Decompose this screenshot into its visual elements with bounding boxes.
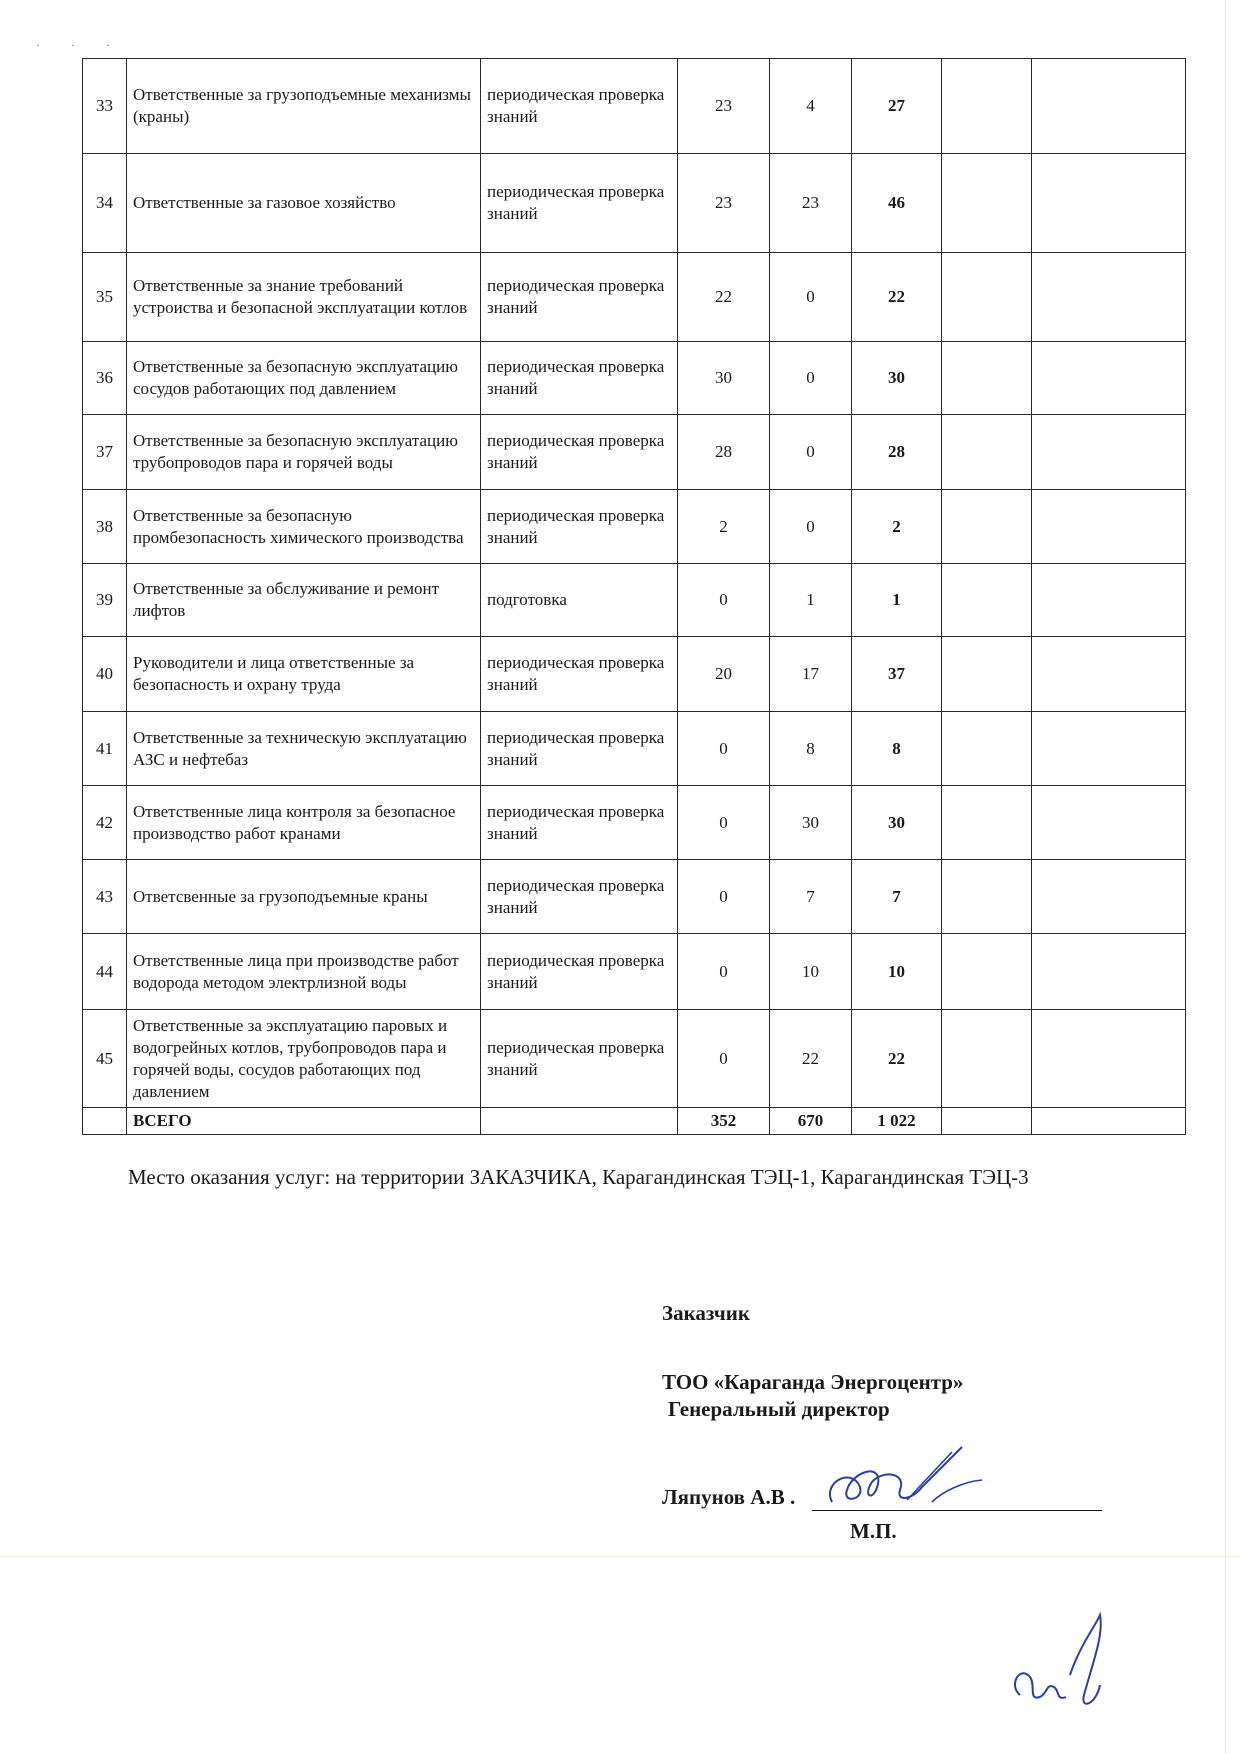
totals-empty-cell [83, 1108, 127, 1135]
totals-row [83, 1108, 1186, 1135]
row-empty-cell [1032, 1010, 1186, 1108]
row-total: 30 [852, 342, 942, 415]
row-name: Ответственные за безопасную эксплуатацию сосудов работающих под давлением [127, 342, 481, 415]
row-type: периодическая проверка знаний [481, 786, 678, 860]
table-row [83, 253, 1186, 342]
row-value-1: 0 [678, 712, 770, 786]
row-empty-cell [1032, 59, 1186, 154]
row-value-2: 22 [770, 1010, 852, 1108]
row-type: периодическая проверка знаний [481, 490, 678, 564]
signer-line [662, 1484, 1102, 1543]
row-number: 38 [83, 490, 127, 564]
row-type: периодическая проверка знаний [481, 1010, 678, 1108]
row-value-1: 28 [678, 415, 770, 490]
row-empty-cell [942, 712, 1032, 786]
row-name: Ответственные лица при производстве работ водорода методом электрлизной воды [127, 934, 481, 1010]
table-body [83, 59, 1186, 1135]
table-row [83, 860, 1186, 934]
row-value-1: 2 [678, 490, 770, 564]
totals-value-1: 352 [678, 1108, 770, 1135]
row-name: Ответсвенные за грузоподъемные краны [127, 860, 481, 934]
row-total: 1 [852, 564, 942, 637]
row-total: 2 [852, 490, 942, 564]
row-type: периодическая проверка знаний [481, 860, 678, 934]
row-empty-cell [1032, 253, 1186, 342]
row-number: 34 [83, 154, 127, 253]
table-row [83, 637, 1186, 712]
row-name: Ответственные лица контроля за безопасное производство работ кранами [127, 786, 481, 860]
row-value-1: 0 [678, 934, 770, 1010]
row-number: 41 [83, 712, 127, 786]
table-row [83, 786, 1186, 860]
row-empty-cell [1032, 786, 1186, 860]
row-value-1: 22 [678, 253, 770, 342]
row-name: Ответственные за газовое хозяйство [127, 154, 481, 253]
row-empty-cell [942, 564, 1032, 637]
row-value-1: 0 [678, 786, 770, 860]
row-name: Ответственные за техническую эксплуатацию АЗС и нефтебаз [127, 712, 481, 786]
row-name: Руководители и лица ответственные за безопасность и охрану труда [127, 637, 481, 712]
row-number: 40 [83, 637, 127, 712]
table-row [83, 415, 1186, 490]
row-value-1: 20 [678, 637, 770, 712]
table-row [83, 564, 1186, 637]
handwritten-signature [812, 1442, 992, 1522]
row-empty-cell [942, 860, 1032, 934]
row-empty-cell [1032, 934, 1186, 1010]
row-name: Ответственные за эксплуатацию паровых и водогрейных котлов, трубопроводов пара и горячей воды, сосудов работающих под давлением [127, 1010, 481, 1108]
row-value-1: 30 [678, 342, 770, 415]
row-number: 45 [83, 1010, 127, 1108]
row-number: 35 [83, 253, 127, 342]
row-empty-cell [1032, 637, 1186, 712]
row-empty-cell [1032, 860, 1186, 934]
table-row [83, 342, 1186, 415]
row-value-2: 1 [770, 564, 852, 637]
table-row [83, 934, 1186, 1010]
row-value-1: 23 [678, 154, 770, 253]
row-empty-cell [942, 59, 1032, 154]
signer-position: Генеральный директор [668, 1397, 890, 1421]
row-empty-cell [942, 415, 1032, 490]
page-bottom-edge [0, 1556, 1240, 1557]
row-empty-cell [1032, 490, 1186, 564]
row-value-1: 0 [678, 1010, 770, 1108]
signer-name: Ляпунов А.В . [662, 1485, 796, 1509]
row-value-1: 0 [678, 564, 770, 637]
row-type: периодическая проверка знаний [481, 59, 678, 154]
row-value-2: 0 [770, 490, 852, 564]
row-total: 10 [852, 934, 942, 1010]
row-total: 27 [852, 59, 942, 154]
table-row [83, 59, 1186, 154]
row-total: 7 [852, 860, 942, 934]
row-name: Ответственные за безопасную промбезопасность химического производства [127, 490, 481, 564]
row-value-2: 30 [770, 786, 852, 860]
row-type: периодическая проверка знаний [481, 154, 678, 253]
signature-block [662, 1300, 1102, 1543]
row-type: периодическая проверка знаний [481, 637, 678, 712]
row-empty-cell [1032, 154, 1186, 253]
row-value-2: 4 [770, 59, 852, 154]
row-total: 22 [852, 1010, 942, 1108]
row-name: Ответственные за обслуживание и ремонт лифтов [127, 564, 481, 637]
row-type: подготовка [481, 564, 678, 637]
customer-label: Заказчик [662, 1301, 750, 1325]
row-type: периодическая проверка знаний [481, 712, 678, 786]
row-number: 33 [83, 59, 127, 154]
services-table [82, 58, 1186, 1135]
row-value-2: 8 [770, 712, 852, 786]
row-value-1: 23 [678, 59, 770, 154]
totals-empty-cell [481, 1108, 678, 1135]
row-value-2: 7 [770, 860, 852, 934]
table-row [83, 490, 1186, 564]
row-empty-cell [942, 490, 1032, 564]
row-number: 37 [83, 415, 127, 490]
service-location-text: Место оказания услуг: на территории ЗАКАЗЧИКА, Карагандинская ТЭЦ-1, Карагандинская ТЭЦ-3 [128, 1165, 1029, 1189]
totals-total: 1 022 [852, 1108, 942, 1135]
totals-empty-cell [1032, 1108, 1186, 1135]
row-value-2: 17 [770, 637, 852, 712]
totals-label: ВСЕГО [127, 1108, 481, 1135]
table-row [83, 154, 1186, 253]
row-value-2: 23 [770, 154, 852, 253]
row-empty-cell [942, 154, 1032, 253]
totals-value-2: 670 [770, 1108, 852, 1135]
totals-empty-cell [942, 1108, 1032, 1135]
row-total: 28 [852, 415, 942, 490]
row-empty-cell [942, 786, 1032, 860]
row-total: 30 [852, 786, 942, 860]
row-total: 8 [852, 712, 942, 786]
row-number: 39 [83, 564, 127, 637]
row-empty-cell [1032, 712, 1186, 786]
company-name: ТОО «Караганда Энергоцентр» [662, 1370, 964, 1394]
row-value-2: 0 [770, 342, 852, 415]
stamp-placeholder: М.П. [850, 1519, 897, 1543]
row-value-2: 10 [770, 934, 852, 1010]
row-empty-cell [942, 934, 1032, 1010]
row-empty-cell [942, 1010, 1032, 1108]
row-type: периодическая проверка знаний [481, 253, 678, 342]
row-type: периодическая проверка знаний [481, 415, 678, 490]
row-number: 43 [83, 860, 127, 934]
row-total: 46 [852, 154, 942, 253]
row-empty-cell [942, 342, 1032, 415]
scan-marks: · · · [36, 38, 124, 52]
page-right-edge [1225, 0, 1226, 1754]
table-row [83, 1010, 1186, 1108]
row-type: периодическая проверка знаний [481, 934, 678, 1010]
table-row [83, 712, 1186, 786]
row-empty-cell [1032, 342, 1186, 415]
row-empty-cell [942, 253, 1032, 342]
row-empty-cell [942, 637, 1032, 712]
row-number: 42 [83, 786, 127, 860]
row-type: периодическая проверка знаний [481, 342, 678, 415]
handwritten-initials [1000, 1605, 1120, 1725]
row-empty-cell [1032, 564, 1186, 637]
row-number: 44 [83, 934, 127, 1010]
row-value-2: 0 [770, 253, 852, 342]
row-number: 36 [83, 342, 127, 415]
row-name: Ответственные за грузоподъемные механизмы (краны) [127, 59, 481, 154]
row-value-1: 0 [678, 860, 770, 934]
row-name: Ответственные за знание требований устроиства и безопасной эксплуатации котлов [127, 253, 481, 342]
row-total: 37 [852, 637, 942, 712]
row-value-2: 0 [770, 415, 852, 490]
row-empty-cell [1032, 415, 1186, 490]
row-name: Ответственные за безопасную эксплуатацию трубопроводов пара и горячей воды [127, 415, 481, 490]
row-total: 22 [852, 253, 942, 342]
